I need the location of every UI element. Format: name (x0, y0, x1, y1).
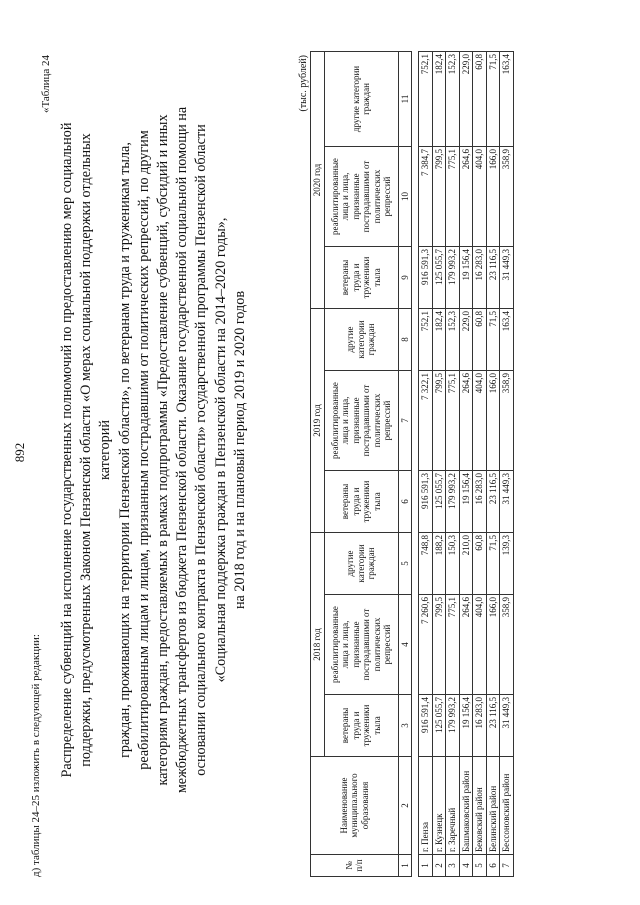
amount-cell: 166,0 (486, 595, 500, 695)
amount-cell: 60,8 (473, 533, 487, 595)
amount-cell: 31 449,3 (500, 695, 514, 757)
municipality-name: Белинский район (486, 757, 500, 855)
amount-cell: 799,5 (432, 595, 446, 695)
amount-cell: 23 116,5 (486, 247, 500, 309)
amount-cell: 182,4 (432, 52, 446, 147)
table-body (419, 52, 514, 877)
amount-cell: 71,5 (486, 52, 500, 147)
amount-cell: 150,3 (446, 533, 460, 595)
amount-cell: 748,8 (419, 533, 433, 595)
municipality-name: г. Кузнецк (432, 757, 446, 855)
page-number: 892 (12, 442, 27, 463)
col-number: 9 (398, 247, 412, 309)
amount-cell: 404,0 (473, 595, 487, 695)
title-line: «Социальная поддержка граждан в Пензенской области на 2014–2020 годы», (212, 217, 229, 683)
amount-cell: 179 993,2 (446, 247, 460, 309)
col-header-veterans: ветераны труда и труженики тыла (324, 247, 398, 309)
title-line: реабилитированным лицам и лицам, признанным пострадавшими от политических репрессий, по другим (135, 130, 152, 770)
col-number: 10 (398, 147, 412, 247)
amount-cell: 210,0 (459, 533, 473, 595)
amount-cell: 916 591,4 (419, 695, 433, 757)
amount-cell: 31 449,3 (500, 471, 514, 533)
amount-cell: 19 156,4 (459, 247, 473, 309)
amount-cell: 19 156,4 (459, 471, 473, 533)
amount-cell: 152,3 (446, 52, 460, 147)
amount-cell: 23 116,5 (486, 695, 500, 757)
title-line: граждан, проживающих на территории Пензенской области», по ветеранам труда и труженикам тыла, (116, 142, 133, 758)
amount-cell: 31 449,3 (500, 247, 514, 309)
amount-cell: 23 116,5 (486, 471, 500, 533)
intro-text: д) таблицы 24–25 изложить в следующей редакции: (30, 634, 42, 877)
row-number: 4 (459, 855, 473, 877)
col-header-veterans: ветераны труда и труженики тыла (324, 471, 398, 533)
amount-cell: 16 283,0 (473, 695, 487, 757)
table-row (500, 52, 514, 877)
amount-cell: 179 993,2 (446, 695, 460, 757)
year-header-2020: 2020 год (311, 52, 325, 309)
title-line: на 2018 год и на плановый период 2019 и 2020 годов (231, 290, 248, 610)
col-number: 2 (398, 757, 412, 855)
unit-label: (тыс. рублей) (298, 55, 309, 112)
col-header-num: № п/п (311, 855, 399, 877)
table-row (473, 52, 487, 877)
title-line: межбюджетных трансфертов из бюджета Пензенской области. Оказание государственной социальной помощи на (174, 106, 191, 794)
amount-cell: 799,5 (432, 147, 446, 247)
table-label: «Таблица 24 (40, 55, 52, 114)
col-number: 5 (398, 533, 412, 595)
year-header-2018: 2018 год (311, 533, 325, 757)
amount-cell: 16 283,0 (473, 471, 487, 533)
municipality-name: Бессоновский район (500, 757, 514, 855)
amount-cell: 916 591,3 (419, 471, 433, 533)
amount-cell: 139,3 (500, 533, 514, 595)
amount-cell: 125 055,7 (432, 695, 446, 757)
col-header-rehab: реабилитированные лица и лица, признанные пострадавшими от политических репрессий (324, 371, 398, 471)
amount-cell: 775,1 (446, 147, 460, 247)
amount-cell: 125 055,7 (432, 471, 446, 533)
title-line: Распределение субвенций на исполнение государственных полномочий по предоставлению мер социальной (59, 122, 75, 778)
col-number: 6 (398, 471, 412, 533)
col-header-other: другие категории граждан (324, 309, 398, 371)
municipality-name: Башмаковский район (459, 757, 473, 855)
amount-cell: 229,0 (459, 309, 473, 371)
amount-cell: 775,1 (446, 595, 460, 695)
amount-cell: 264,6 (459, 371, 473, 471)
amount-cell: 752,1 (419, 309, 433, 371)
amount-cell: 60,8 (473, 309, 487, 371)
amount-cell: 404,0 (473, 147, 487, 247)
row-number: 5 (473, 855, 487, 877)
amount-cell: 125 055,7 (432, 247, 446, 309)
amount-cell: 16 283,0 (473, 247, 487, 309)
col-header-rehab: реабилитированные лица и лица, признанные пострадавшими от политических репрессий (324, 147, 398, 247)
amount-cell: 163,4 (500, 52, 514, 147)
column-number-row (398, 52, 412, 877)
amount-cell: 358,9 (500, 595, 514, 695)
amount-cell: 916 591,3 (419, 247, 433, 309)
amount-cell: 166,0 (486, 147, 500, 247)
col-header-other: другие категории граждан (324, 52, 398, 147)
amount-cell: 7 260,6 (419, 595, 433, 695)
amount-cell: 71,5 (486, 309, 500, 371)
title-line: категориям граждан, предоставляемых в рамках подпрограммы «Предоставление субвенций, субсидий и иных (155, 114, 172, 786)
amount-cell: 358,9 (500, 371, 514, 471)
col-header-other: другие категории граждан (324, 533, 398, 595)
title-line: поддержки, предусмотренных Законом Пензенской области «О мерах социальной поддержки отдельных категорий (78, 133, 114, 767)
table-title (58, 105, 250, 795)
amount-cell: 264,6 (459, 595, 473, 695)
amount-cell: 264,6 (459, 147, 473, 247)
municipality-name: г. Заречный (446, 757, 460, 855)
col-header-name: Наименование муниципального образования (311, 757, 399, 855)
table-row (446, 52, 460, 877)
municipality-name: г. Пенза (419, 757, 433, 855)
amount-cell: 182,4 (432, 309, 446, 371)
header-row-categories (324, 52, 398, 877)
title-line: основании социального контракта в Пензенской области» государственной программы Пензенской области (193, 124, 210, 776)
amount-cell: 179 993,2 (446, 471, 460, 533)
amount-cell: 188,2 (432, 533, 446, 595)
amount-cell: 799,5 (432, 371, 446, 471)
row-number: 3 (446, 855, 460, 877)
table-row (459, 52, 473, 877)
subvention-table (310, 51, 514, 877)
amount-cell: 152,3 (446, 309, 460, 371)
row-number: 1 (419, 855, 433, 877)
spacer-row (412, 52, 419, 877)
year-header-2019: 2019 год (311, 309, 325, 533)
col-number: 8 (398, 309, 412, 371)
municipality-name: Бековский район (473, 757, 487, 855)
amount-cell: 166,0 (486, 371, 500, 471)
amount-cell: 404,0 (473, 371, 487, 471)
col-number: 7 (398, 371, 412, 471)
amount-cell: 229,0 (459, 52, 473, 147)
table-row (419, 52, 433, 877)
col-number: 3 (398, 695, 412, 757)
row-number: 6 (486, 855, 500, 877)
col-number: 11 (398, 52, 412, 147)
header-row-years (311, 52, 325, 877)
row-number: 2 (432, 855, 446, 877)
table-row (432, 52, 446, 877)
amount-cell: 60,8 (473, 52, 487, 147)
amount-cell: 7 322,1 (419, 371, 433, 471)
col-number: 1 (398, 855, 412, 877)
col-header-rehab: реабилитированные лица и лица, признанные пострадавшими от политических репрессий (324, 595, 398, 695)
amount-cell: 775,1 (446, 371, 460, 471)
amount-cell: 358,9 (500, 147, 514, 247)
col-header-veterans: ветераны труда и труженики тыла (324, 695, 398, 757)
amount-cell: 71,5 (486, 533, 500, 595)
row-number: 7 (500, 855, 514, 877)
amount-cell: 19 156,4 (459, 695, 473, 757)
col-number: 4 (398, 595, 412, 695)
table-row (486, 52, 500, 877)
amount-cell: 7 384,7 (419, 147, 433, 247)
amount-cell: 163,4 (500, 309, 514, 371)
amount-cell: 752,1 (419, 52, 433, 147)
